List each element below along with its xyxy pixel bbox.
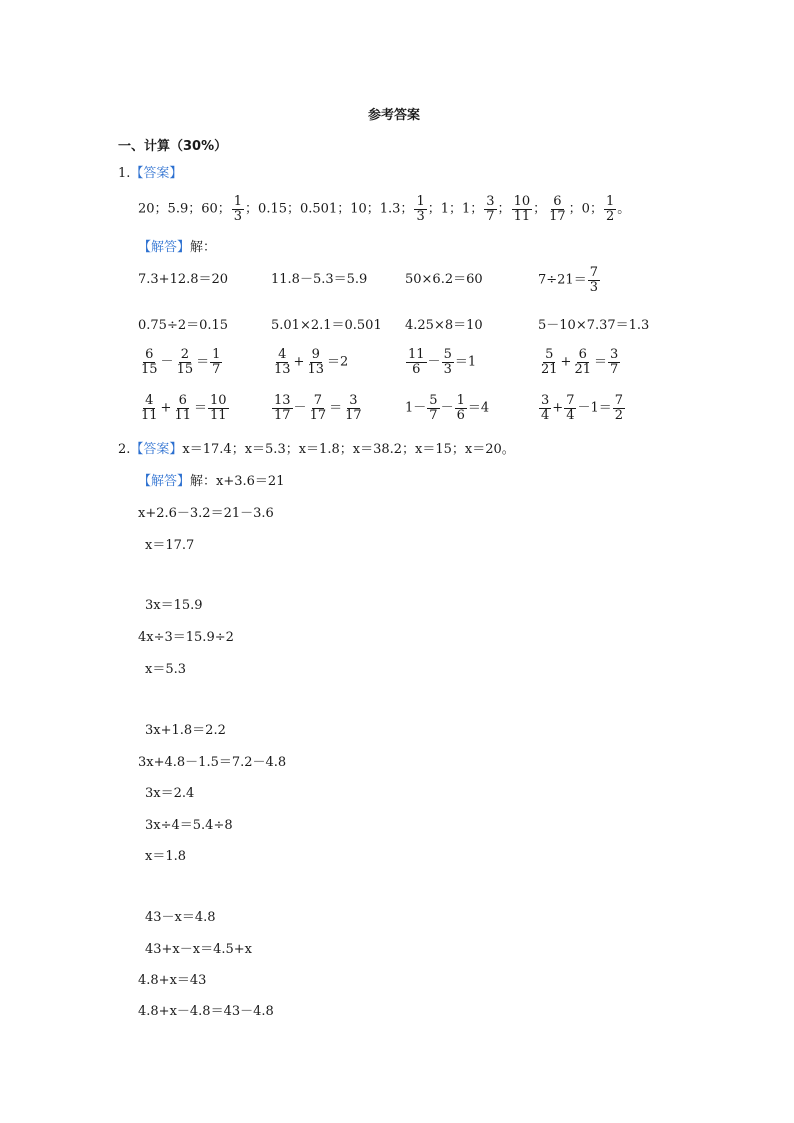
q2-step: 4x÷3＝15.9÷2 bbox=[138, 630, 234, 645]
q2-step: 43+x－x＝4.5+x bbox=[145, 942, 252, 957]
q1-row1-col4: 7÷21＝ $\frac{7}{3}$ bbox=[538, 265, 598, 295]
fraction: $\frac{10}{11}$ bbox=[513, 194, 531, 224]
fraction: $\frac{3}{7}$ bbox=[486, 194, 495, 224]
q2-step: 3x+4.8－1.5＝7.2－4.8 bbox=[138, 755, 287, 770]
q1-answer-text: ；1；1； bbox=[427, 201, 484, 217]
q2-step: x+3.6＝21 bbox=[216, 474, 285, 489]
q2-answer-value: x＝15； bbox=[415, 442, 465, 457]
q1-number: 1. bbox=[118, 166, 131, 181]
q2-step: x＝1.8 bbox=[145, 849, 187, 864]
q2-step: x＝5.3 bbox=[145, 662, 187, 677]
q1-answer-text: ； bbox=[533, 201, 547, 217]
q1-answer-text: ； bbox=[497, 201, 511, 217]
q1-row3-col4: $\frac{5}{21}$ + $\frac{6}{21}$ ＝ $\frac{3}{7}$ bbox=[541, 347, 619, 377]
q2-answer-value: x＝20。 bbox=[464, 442, 515, 457]
q1-solution-text: 解： bbox=[190, 240, 217, 255]
q2-answer-value: x＝17.4； bbox=[182, 442, 245, 457]
fraction: $\frac{6}{17}$ bbox=[549, 194, 566, 224]
q2-step: 3x＝15.9 bbox=[145, 598, 203, 613]
q1-row2-col3: 4.25×8＝10 bbox=[405, 318, 483, 333]
fraction: $\frac{1}{3}$ bbox=[416, 194, 425, 224]
q1-row2-col4: 5－10×7.37＝1.3 bbox=[538, 318, 650, 333]
q1-row2-col1: 0.75÷2＝0.15 bbox=[138, 318, 229, 333]
q2-answer-value: x＝5.3； bbox=[244, 442, 299, 457]
q1-answer-text: ；0； bbox=[568, 201, 603, 217]
q1-row4-col1: $\frac{4}{11}$ + $\frac{6}{11}$ ＝ $\frac{10}{11}$ bbox=[141, 393, 227, 423]
q2-answer-tag: 【答案】 bbox=[130, 442, 183, 457]
q1-answer-header bbox=[118, 165, 182, 183]
fraction: $\frac{1}{2}$ bbox=[605, 194, 615, 224]
q2-step: x＝17.7 bbox=[145, 538, 195, 553]
q1-answer-list bbox=[138, 195, 630, 223]
q2-step: 4.8+x＝43 bbox=[138, 973, 207, 988]
section-heading: 一、计算（30%） bbox=[118, 139, 228, 154]
q1-row3-col2: $\frac{4}{13}$ + $\frac{9}{13}$ ＝2 bbox=[274, 347, 349, 377]
q1-row2-col2: 5.01×2.1＝0.501 bbox=[271, 318, 382, 333]
q2-answer-value: x＝38.2； bbox=[352, 442, 416, 457]
q1-answer-text: 。 bbox=[617, 201, 631, 217]
q1-row3-col1: $\frac{6}{15}$ － $\frac{2}{15}$ ＝ $\frac{1}{7}$ bbox=[141, 347, 221, 377]
q1-row1-col1: 7.3+12.8＝20 bbox=[138, 272, 229, 287]
q2-solution-tag: 【解答】 bbox=[138, 474, 191, 489]
q1-answer-text: 20；5.9；60； bbox=[138, 201, 231, 217]
q1-row4-col3: 1－ $\frac{5}{7}$ － $\frac{1}{6}$ ＝4 bbox=[405, 393, 490, 423]
q2-answer-value: x＝1.8； bbox=[298, 442, 353, 457]
q2-step: x+2.6－3.2＝21－3.6 bbox=[138, 506, 274, 521]
q1-row1-col2: 11.8－5.3＝5.9 bbox=[271, 272, 368, 287]
q1-row4-col4: $\frac{3}{4}$ + $\frac{7}{4}$ －1＝ $\frac{7}{2}$ bbox=[541, 393, 624, 423]
q2-solution-text: 解： bbox=[190, 474, 217, 489]
q2-solution-header bbox=[138, 473, 284, 491]
q1-row1-col3: 50×6.2＝60 bbox=[405, 272, 483, 287]
q1-row4-col2: $\frac{13}{17}$ － $\frac{7}{17}$ ＝ $\frac{3}{17}$ bbox=[274, 393, 362, 423]
q1-answer-tag: 【答案】 bbox=[130, 166, 183, 181]
q1-solution-header bbox=[138, 239, 216, 257]
q1-row3-col3: $\frac{11}{6}$ － $\frac{5}{3}$ ＝1 bbox=[408, 347, 477, 377]
q2-step: 43－x＝4.8 bbox=[145, 910, 216, 925]
q2-step: 3x+1.8＝2.2 bbox=[145, 723, 226, 738]
q1-answer-text: ；0.15；0.501；10；1.3； bbox=[245, 201, 414, 217]
q2-step: 3x÷4＝5.4÷8 bbox=[145, 818, 233, 833]
q1-solution-tag: 【解答】 bbox=[138, 240, 191, 255]
q2-answer-line bbox=[118, 441, 515, 459]
fraction: $\frac{1}{3}$ bbox=[233, 194, 243, 224]
q2-number: 2. bbox=[118, 442, 131, 457]
q2-step: 4.8+x－4.8＝43－4.8 bbox=[138, 1004, 274, 1019]
q2-step: 3x＝2.4 bbox=[145, 786, 195, 801]
page-title: 参考答案 bbox=[368, 108, 421, 123]
